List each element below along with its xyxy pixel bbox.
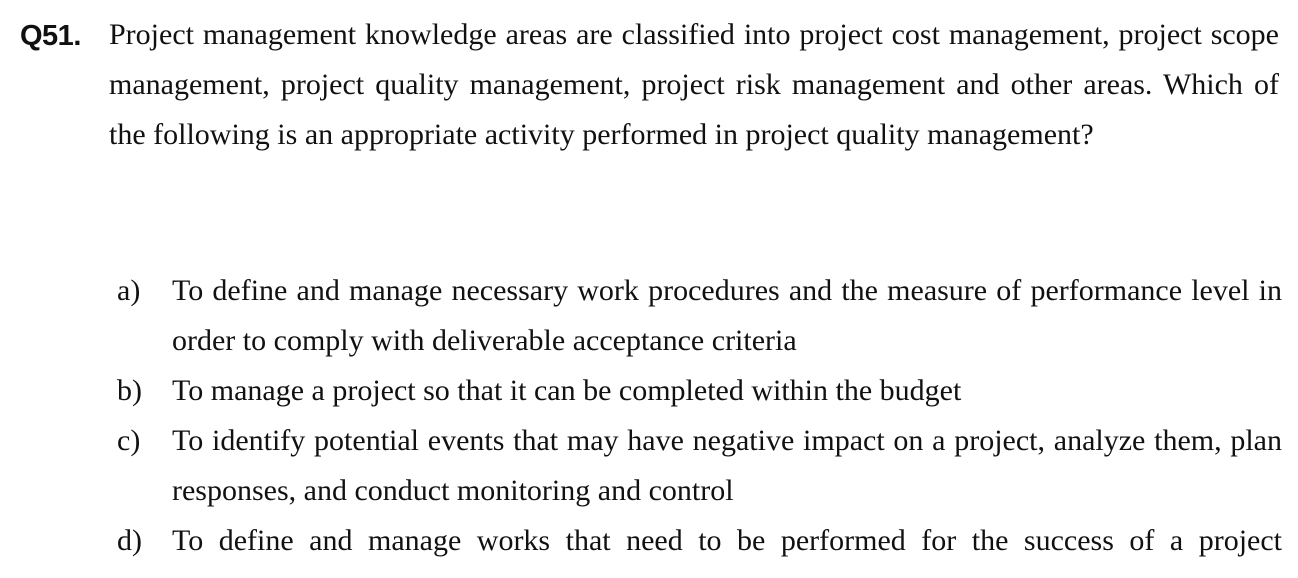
option-text: To define and manage works that need to be performed for the success of a project: [172, 524, 1282, 557]
option-a: [117, 266, 1282, 366]
option-label: b): [117, 374, 142, 407]
option-label: c): [117, 424, 141, 457]
option-text: To define and manage necessary work procedures and the measure of performance level in order to comply with deliverable acceptance criteria: [172, 274, 1282, 357]
option-b: [117, 366, 1282, 416]
option-label: a): [117, 274, 141, 307]
option-d: [117, 516, 1282, 566]
option-text: To identify potential events that may have negative impact on a project, analyze them, plan responses, and conduct monitoring and control: [172, 424, 1282, 507]
answer-options: [117, 266, 1282, 566]
question-number: Q51.: [20, 20, 81, 52]
option-label: d): [117, 524, 142, 557]
option-c: [117, 416, 1282, 516]
question-text: Project management knowledge areas are classified into project cost management, project scope management, project quality management, project risk management and other areas. Which of the following is an appropriate activity performed in project quality management?: [109, 18, 1279, 151]
option-text: To manage a project so that it can be completed within the budget: [172, 374, 962, 407]
